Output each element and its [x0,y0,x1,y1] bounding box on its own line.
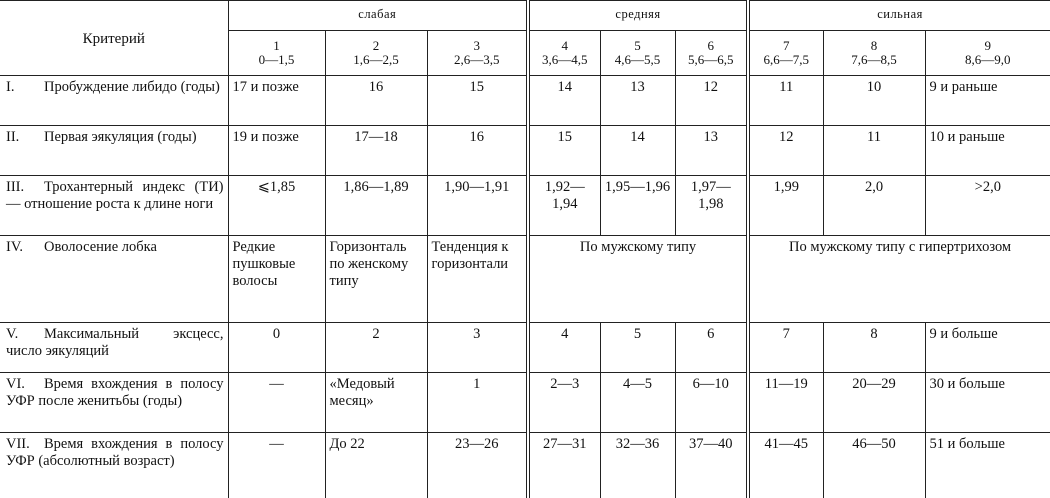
criterion-cell [0,126,228,176]
value-cell: 1 [427,373,528,433]
value-cell: 9 и раньше [925,76,1050,126]
value-cell: 9 и больше [925,323,1050,373]
value-cell: 6 [675,323,748,373]
row-number: IV. [6,239,24,255]
value-cell: 17 и позже [228,76,325,126]
value-cell: ⩽1,85 [228,176,325,236]
column-number: 7 [783,38,790,53]
table-header [0,1,1050,76]
column-header-9 [925,31,1050,76]
column-range: 2,6—3,5 [454,52,500,67]
column-range: 7,6—8,5 [851,52,897,67]
value-cell: 27—31 [528,433,600,498]
column-header-2 [325,31,427,76]
value-cell: 8 [823,323,925,373]
value-cell: 15 [427,76,528,126]
column-number: 9 [984,38,992,53]
value-cell: >2,0 [925,176,1050,236]
value-cell: — [228,373,325,433]
table-row [0,176,1050,236]
table-row [0,126,1050,176]
value-cell: 10 и раньше [925,126,1050,176]
value-cell: 14 [600,126,675,176]
value-cell: До 22 [325,433,427,498]
value-cell: 3 [427,323,528,373]
value-cell: 19 и позже [228,126,325,176]
value-cell: 17—18 [325,126,427,176]
column-number: 1 [273,38,280,53]
value-cell: «Медовый месяц» [325,373,427,433]
criterion-text: Максимальный эксцесс, число эякуляций [6,326,224,359]
column-header-5 [600,31,675,76]
criterion-text: Трохантерный индекс (ТИ) — отношение роста к длине ноги [6,179,224,212]
value-cell: 30 и больше [925,373,1050,433]
criterion-text: Первая эякуляция (годы) [44,129,197,145]
value-cell: 16 [325,76,427,126]
column-number: 4 [561,38,569,53]
value-cell: Редкие пушковые волосы [228,236,325,323]
value-cell: По мужскому типу [528,236,748,323]
value-cell: 51 и больше [925,433,1050,498]
value-cell: Тенденция к горизонтали [427,236,528,323]
value-cell: 5 [600,323,675,373]
criterion-cell [0,236,228,323]
criterion-cell [0,76,228,126]
value-cell: 37—40 [675,433,748,498]
row-number: V. [6,326,19,342]
column-header-1 [228,31,325,76]
value-cell: 2,0 [823,176,925,236]
criterion-column-header: Критерий [0,1,228,76]
value-cell: 11 [823,126,925,176]
value-cell: 1,86—1,89 [325,176,427,236]
value-cell: 11—19 [748,373,823,433]
column-range: 8,6—9,0 [965,52,1011,67]
column-header-8 [823,31,925,76]
value-cell: 16 [427,126,528,176]
column-range: 1,6—2,5 [353,52,399,67]
table-row [0,433,1050,498]
column-header-7 [748,31,823,76]
column-header-3 [427,31,528,76]
column-number: 2 [372,38,380,53]
column-number: 6 [707,38,715,53]
criterion-cell [0,176,228,236]
group-header-row [0,1,1050,31]
row-number: III. [6,179,25,195]
value-cell: 46—50 [823,433,925,498]
value-cell: 13 [675,126,748,176]
criterion-text: Время вхождения в полосу УФР после женитьбы (годы) [6,376,224,409]
criterion-text: Оволосение лобка [44,239,157,255]
value-cell: По мужскому типу с гипертрихозом [748,236,1050,323]
group-medium: средняя [528,1,748,31]
value-cell: 1,92—1,94 [528,176,600,236]
value-cell: 32—36 [600,433,675,498]
table-row [0,236,1050,323]
value-cell: 15 [528,126,600,176]
criterion-cell [0,373,228,433]
table-body [0,76,1050,498]
column-range: 4,6—5,5 [614,52,661,67]
value-cell: 2 [325,323,427,373]
value-cell: 1,90—1,91 [427,176,528,236]
group-strong: сильная [748,1,1050,31]
value-cell: 1,97—1,98 [675,176,748,236]
value-cell: 10 [823,76,925,126]
row-number: VI. [6,376,25,392]
value-cell: 0 [228,323,325,373]
value-cell: 6—10 [675,373,748,433]
value-cell: 2—3 [528,373,600,433]
criterion-text: Пробуждение либидо (годы) [44,79,220,95]
value-cell: 12 [748,126,823,176]
table-row [0,323,1050,373]
column-number: 8 [870,38,878,53]
value-cell: Горизонталь по женскому типу [325,236,427,323]
table-row [0,76,1050,126]
value-cell: 4—5 [600,373,675,433]
table-row [0,373,1050,433]
value-cell: 1,99 [748,176,823,236]
column-range: 0—1,5 [258,52,295,67]
column-number: 3 [473,38,481,53]
criterion-cell [0,433,228,498]
column-range: 3,6—4,5 [542,52,588,67]
value-cell: 7 [748,323,823,373]
value-cell: 11 [748,76,823,126]
value-cell: 13 [600,76,675,126]
group-weak: слабая [228,1,528,31]
column-number: 5 [634,38,641,53]
row-number: I. [6,79,15,95]
value-cell: 12 [675,76,748,126]
criterion-text: Время вхождения в полосу УФР (абсолютный возраст) [6,436,224,469]
column-header-4 [528,31,600,76]
row-number: II. [6,129,20,145]
value-cell: 23—26 [427,433,528,498]
column-range: 6,6—7,5 [763,52,810,67]
value-cell: 4 [528,323,600,373]
column-header-6 [675,31,748,76]
value-cell: 20—29 [823,373,925,433]
value-cell: 1,95—1,96 [600,176,675,236]
value-cell: — [228,433,325,498]
criterion-cell [0,323,228,373]
row-number: VII. [6,436,30,452]
column-range: 5,6—6,5 [688,52,734,67]
value-cell: 41—45 [748,433,823,498]
value-cell: 14 [528,76,600,126]
